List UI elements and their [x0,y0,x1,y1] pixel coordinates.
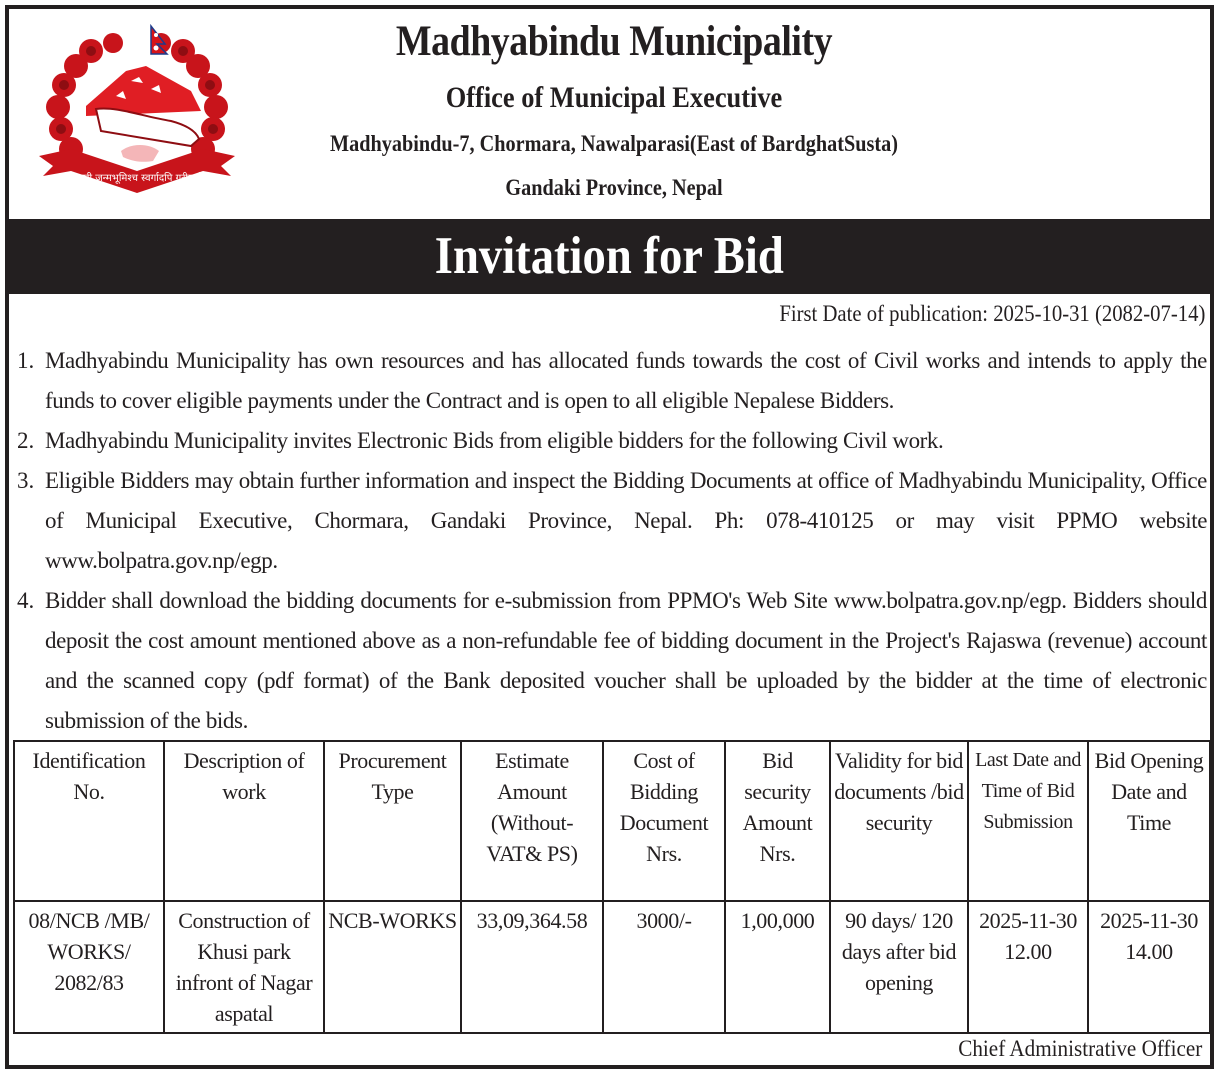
table-row [14,901,1210,1033]
notice-banner [9,219,1210,294]
emblem-motto: जननी जन्मभूमिश्च स्वर्गादपि गरीयसी [70,173,204,184]
paragraph-3 [17,461,1207,581]
col-header-identification: Identification No. [14,741,164,901]
cell-description: Construction of Khusi park infront of Nagar aspatal [164,901,324,1033]
municipality-title: Madhyabindu Municipality [395,18,833,65]
cell-validity: 90 days/ 120 days after bid opening [830,901,968,1033]
paragraph-1 [17,341,1207,421]
col-header-last-submission: Last Date and Time of Bid Submission [968,741,1088,901]
col-header-estimate-amount: Estimate Amount (Without-VAT& PS) [461,741,603,901]
notice-frame [5,5,1214,1069]
paragraph-text: Eligible Bidders may obtain further information and inspect the Bidding Documents at office of Madhyabindu Municipality, Office of Municipal Executive, Chormara, Gandaki Province, Nepal. Ph: 078-410125 or may visit PPMO website www.bolpatra.gov.np/egp. [45,468,1207,573]
col-header-description: Description of work [164,741,324,901]
col-header-opening: Bid Opening Date and Time [1088,741,1210,901]
office-address: Madhyabindu-7, Chormara, Nawalparasi(East of BardghatSusta) [330,131,898,156]
cell-last-submission: 2025-11-30 12.00 [968,901,1088,1033]
col-header-procurement-type: Procurement Type [324,741,461,901]
paragraph-number: 4. [17,588,35,613]
publication-date: First Date of publication: 2025-10-31 (2082-07-14) [778,301,1205,326]
office-subtitle: Office of Municipal Executive [445,81,783,114]
notice-title: Invitation for Bid [434,227,785,285]
paragraph-number: 2. [17,428,35,453]
paragraph-number: 1. [17,348,35,373]
paragraph-4 [17,581,1207,741]
cell-procurement-type: NCB-WORKS [324,901,461,1033]
table-header-row [14,741,1210,901]
paragraph-text: Madhyabindu Municipality has own resources and has allocated funds towards the cost of Civil works and intends to apply the funds to cover eligible payments under the Contract and is open to all eligible Nepalese Bidders. [45,348,1207,413]
bid-table [13,740,1211,1034]
col-header-bid-security: Bid security Amount Nrs. [725,741,830,901]
paragraph-number: 3. [17,468,35,493]
notice-header [9,9,1210,219]
paragraph-text: Madhyabindu Municipality invites Electronic Bids from eligible bidders for the following Civil work. [45,428,944,453]
paragraph-text: Bidder shall download the bidding documents for e-submission from PPMO's Web Site www.bolpatra.gov.np/egp. Bidders should deposit the cost amount mentioned above as a non-refundable fee of bidding document in the Project's Rajaswa (revenue) account and the scanned copy (pdf format) of the Bank deposited voucher shall be uploaded by the bidder at the time of electronic submission of the bids. [45,588,1207,733]
cell-document-cost: 3000/- [603,901,725,1033]
cell-opening: 2025-11-30 14.00 [1088,901,1210,1033]
cell-estimate-amount: 33,09,364.58 [461,901,603,1033]
cell-identification: 08/NCB /MB/ WORKS/ 2082/83 [14,901,164,1033]
signature-title: Chief Administrative Officer [957,1036,1202,1061]
office-province: Gandaki Province, Nepal [505,175,723,200]
col-header-document-cost: Cost of Bidding Document Nrs. [603,741,725,901]
nepal-emblem-icon [31,21,243,197]
notice-paragraphs [17,341,1207,741]
col-header-validity: Validity for bid documents /bid security [830,741,968,901]
paragraph-2 [17,421,1207,461]
cell-bid-security: 1,00,000 [725,901,830,1033]
